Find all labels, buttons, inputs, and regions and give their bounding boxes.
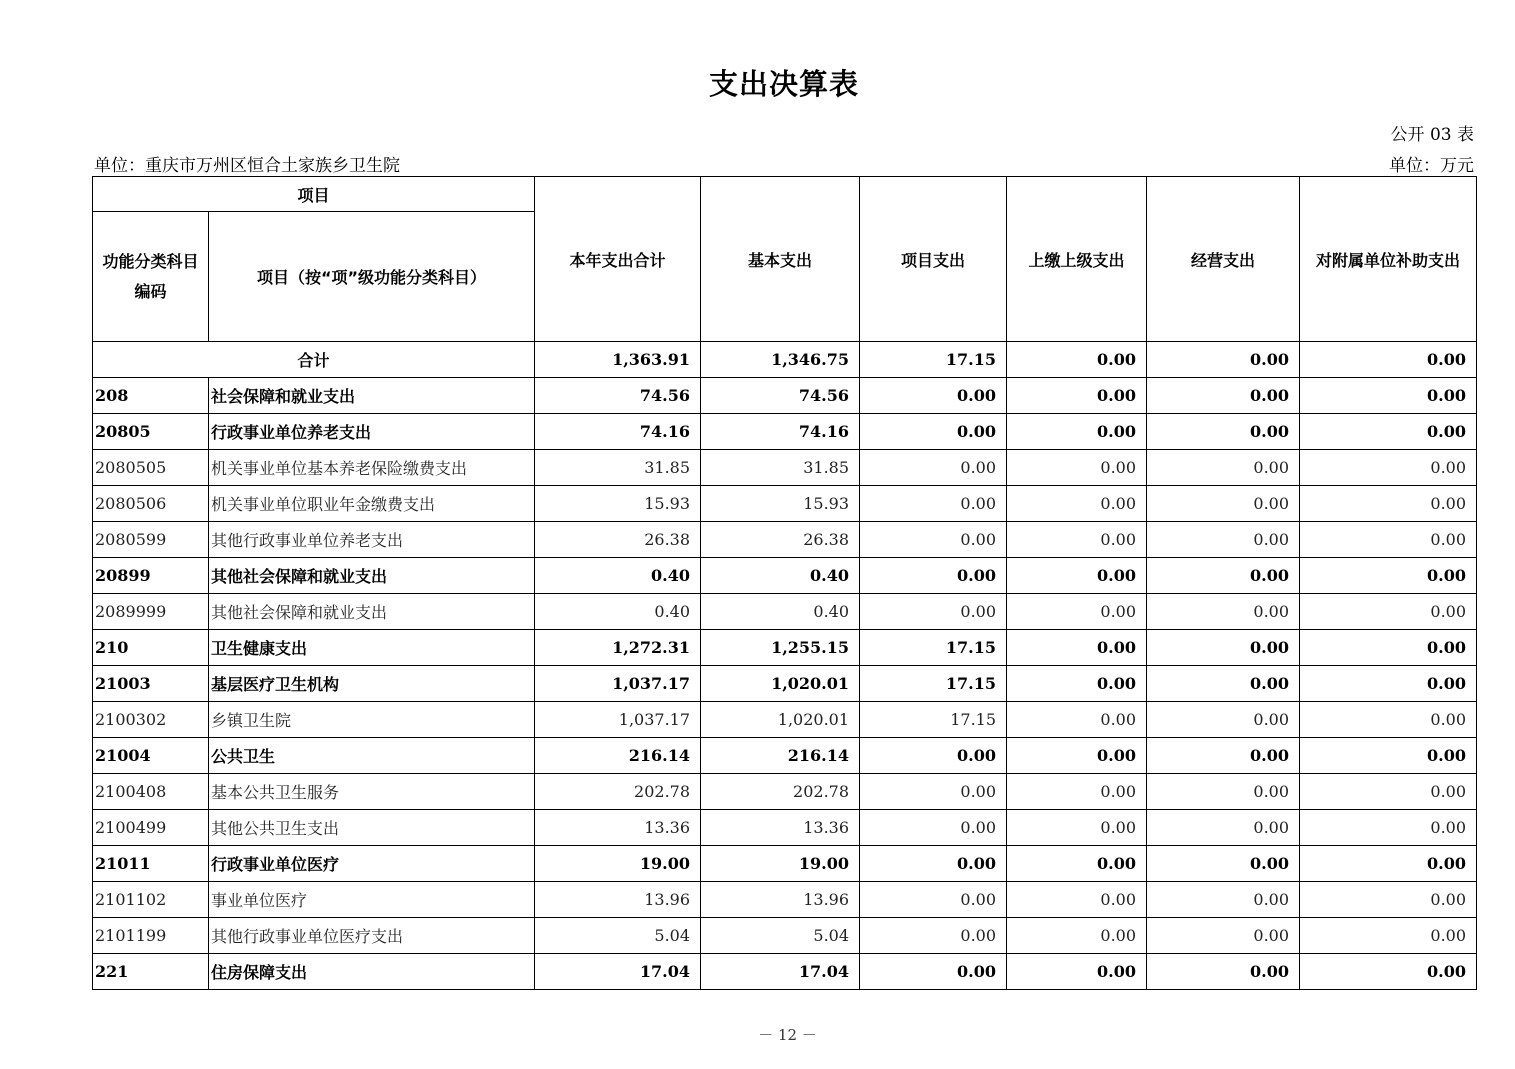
table-row xyxy=(93,558,1477,594)
row-value: 0.00 xyxy=(1007,378,1147,414)
table-row xyxy=(93,594,1477,630)
row-value: 17.15 xyxy=(860,702,1007,738)
row-value: 0.00 xyxy=(1007,486,1147,522)
row-code: 2100302 xyxy=(93,702,209,738)
header-subsidy: 对附属单位补助支出 xyxy=(1300,177,1477,342)
row-value: 0.00 xyxy=(1007,918,1147,954)
row-value: 0.00 xyxy=(1147,522,1300,558)
header-code: 功能分类科目编码 xyxy=(93,212,209,342)
row-code: 2080505 xyxy=(93,450,209,486)
row-value: 74.16 xyxy=(701,414,860,450)
row-name: 其他社会保障和就业支出 xyxy=(209,594,535,630)
row-value: 0.00 xyxy=(1147,594,1300,630)
row-code: 21004 xyxy=(93,738,209,774)
row-code: 2101102 xyxy=(93,882,209,918)
row-value: 5.04 xyxy=(535,918,701,954)
row-value: 1,255.15 xyxy=(701,630,860,666)
row-value: 0.00 xyxy=(1007,630,1147,666)
row-value: 74.16 xyxy=(535,414,701,450)
row-value: 0.00 xyxy=(1007,810,1147,846)
row-value: 0.00 xyxy=(1007,954,1147,990)
row-name: 乡镇卫生院 xyxy=(209,702,535,738)
row-value: 216.14 xyxy=(535,738,701,774)
total-value: 0.00 xyxy=(1147,342,1300,378)
row-code: 2100408 xyxy=(93,774,209,810)
row-value: 0.00 xyxy=(1300,378,1477,414)
row-name: 社会保障和就业支出 xyxy=(209,378,535,414)
row-value: 0.00 xyxy=(860,882,1007,918)
row-value: 0.00 xyxy=(1007,882,1147,918)
row-value: 0.00 xyxy=(860,738,1007,774)
row-value: 19.00 xyxy=(701,846,860,882)
row-value: 0.00 xyxy=(1147,666,1300,702)
row-value: 0.00 xyxy=(1300,954,1477,990)
row-value: 0.40 xyxy=(701,558,860,594)
row-code: 2080506 xyxy=(93,486,209,522)
row-name: 行政事业单位养老支出 xyxy=(209,414,535,450)
expenditure-table xyxy=(92,176,1477,990)
table-row xyxy=(93,414,1477,450)
header-project-expenditure: 项目支出 xyxy=(860,177,1007,342)
row-value: 0.00 xyxy=(1007,558,1147,594)
row-value: 13.96 xyxy=(535,882,701,918)
row-name: 基本公共卫生服务 xyxy=(209,774,535,810)
row-value: 0.00 xyxy=(860,450,1007,486)
row-value: 202.78 xyxy=(535,774,701,810)
table-row xyxy=(93,630,1477,666)
row-name: 基层医疗卫生机构 xyxy=(209,666,535,702)
total-label: 合计 xyxy=(93,342,535,378)
row-code: 2089999 xyxy=(93,594,209,630)
row-value: 13.36 xyxy=(535,810,701,846)
row-value: 0.00 xyxy=(1147,486,1300,522)
row-value: 13.36 xyxy=(701,810,860,846)
row-name: 卫生健康支出 xyxy=(209,630,535,666)
row-value: 0.00 xyxy=(860,846,1007,882)
row-value: 0.00 xyxy=(1300,414,1477,450)
row-value: 0.00 xyxy=(1007,522,1147,558)
row-name: 住房保障支出 xyxy=(209,954,535,990)
row-value: 0.00 xyxy=(860,954,1007,990)
row-value: 19.00 xyxy=(535,846,701,882)
row-value: 13.96 xyxy=(701,882,860,918)
row-name: 其他行政事业单位养老支出 xyxy=(209,522,535,558)
row-value: 0.40 xyxy=(701,594,860,630)
table-row xyxy=(93,810,1477,846)
table-row xyxy=(93,666,1477,702)
row-value: 0.00 xyxy=(1300,666,1477,702)
row-value: 74.56 xyxy=(535,378,701,414)
row-value: 202.78 xyxy=(701,774,860,810)
page-number: － 12 － xyxy=(758,1026,817,1044)
row-value: 1,037.17 xyxy=(535,702,701,738)
row-code: 20805 xyxy=(93,414,209,450)
total-value: 1,363.91 xyxy=(535,342,701,378)
row-value: 0.00 xyxy=(1147,954,1300,990)
total-value: 17.15 xyxy=(860,342,1007,378)
table-row xyxy=(93,882,1477,918)
row-value: 0.00 xyxy=(1147,630,1300,666)
row-value: 0.00 xyxy=(860,522,1007,558)
table-row xyxy=(93,522,1477,558)
row-value: 0.00 xyxy=(1147,774,1300,810)
table-row xyxy=(93,702,1477,738)
row-value: 0.00 xyxy=(1147,846,1300,882)
row-value: 26.38 xyxy=(701,522,860,558)
row-value: 0.00 xyxy=(1300,918,1477,954)
row-name: 其他公共卫生支出 xyxy=(209,810,535,846)
row-value: 0.00 xyxy=(1300,630,1477,666)
row-value: 17.04 xyxy=(535,954,701,990)
row-value: 0.00 xyxy=(1300,882,1477,918)
row-value: 0.00 xyxy=(1147,414,1300,450)
row-value: 0.00 xyxy=(1300,594,1477,630)
table-row xyxy=(93,450,1477,486)
row-value: 1,020.01 xyxy=(701,666,860,702)
row-code: 21011 xyxy=(93,846,209,882)
row-value: 0.00 xyxy=(1147,450,1300,486)
row-value: 0.00 xyxy=(1007,738,1147,774)
row-value: 0.00 xyxy=(860,414,1007,450)
row-name: 机关事业单位基本养老保险缴费支出 xyxy=(209,450,535,486)
row-value: 0.00 xyxy=(1007,594,1147,630)
row-value: 17.15 xyxy=(860,666,1007,702)
row-code: 210 xyxy=(93,630,209,666)
table-row xyxy=(93,774,1477,810)
row-value: 0.00 xyxy=(1147,378,1300,414)
row-value: 17.15 xyxy=(860,630,1007,666)
row-value: 0.00 xyxy=(1007,774,1147,810)
row-value: 0.00 xyxy=(1300,702,1477,738)
row-value: 0.00 xyxy=(1007,702,1147,738)
header-upper: 上缴上级支出 xyxy=(1007,177,1147,342)
total-row xyxy=(93,342,1477,378)
header-total: 本年支出合计 xyxy=(535,177,701,342)
row-name: 公共卫生 xyxy=(209,738,535,774)
row-value: 5.04 xyxy=(701,918,860,954)
row-value: 0.00 xyxy=(1300,450,1477,486)
table-row xyxy=(93,954,1477,990)
table-row xyxy=(93,486,1477,522)
row-value: 0.00 xyxy=(1007,450,1147,486)
row-value: 17.04 xyxy=(701,954,860,990)
row-code: 208 xyxy=(93,378,209,414)
row-value: 216.14 xyxy=(701,738,860,774)
row-value: 26.38 xyxy=(535,522,701,558)
row-value: 0.00 xyxy=(860,486,1007,522)
row-value: 0.00 xyxy=(860,918,1007,954)
row-value: 1,037.17 xyxy=(535,666,701,702)
row-value: 0.00 xyxy=(860,558,1007,594)
table-row xyxy=(93,738,1477,774)
row-code: 2100499 xyxy=(93,810,209,846)
page-title: 支出决算表 xyxy=(708,67,859,101)
row-value: 0.00 xyxy=(1147,738,1300,774)
row-value: 1,272.31 xyxy=(535,630,701,666)
unit-organization: 单位：重庆市万州区恒合土家族乡卫生院 xyxy=(94,156,400,176)
row-value: 0.00 xyxy=(1147,558,1300,594)
row-value: 0.00 xyxy=(1007,666,1147,702)
row-value: 15.93 xyxy=(701,486,860,522)
row-value: 0.00 xyxy=(1300,522,1477,558)
row-value: 31.85 xyxy=(535,450,701,486)
row-value: 31.85 xyxy=(701,450,860,486)
row-value: 0.00 xyxy=(860,774,1007,810)
row-name: 事业单位医疗 xyxy=(209,882,535,918)
row-name: 其他社会保障和就业支出 xyxy=(209,558,535,594)
table-row xyxy=(93,846,1477,882)
unit-currency: 单位：万元 xyxy=(1389,156,1474,176)
row-name: 机关事业单位职业年金缴费支出 xyxy=(209,486,535,522)
table-row xyxy=(93,378,1477,414)
row-value: 0.40 xyxy=(535,558,701,594)
row-value: 15.93 xyxy=(535,486,701,522)
form-number: 公开 03 表 xyxy=(1390,125,1474,145)
total-value: 1,346.75 xyxy=(701,342,860,378)
row-value: 0.00 xyxy=(860,594,1007,630)
row-value: 0.00 xyxy=(1147,702,1300,738)
row-value: 0.00 xyxy=(860,810,1007,846)
row-code: 2080599 xyxy=(93,522,209,558)
total-value: 0.00 xyxy=(1300,342,1477,378)
row-value: 0.00 xyxy=(1300,558,1477,594)
header-project: 项目 xyxy=(93,177,535,212)
row-value: 0.00 xyxy=(1300,486,1477,522)
row-value: 0.00 xyxy=(1300,738,1477,774)
row-name: 其他行政事业单位医疗支出 xyxy=(209,918,535,954)
row-name: 行政事业单位医疗 xyxy=(209,846,535,882)
total-value: 0.00 xyxy=(1007,342,1147,378)
row-value: 0.40 xyxy=(535,594,701,630)
row-code: 2101199 xyxy=(93,918,209,954)
row-value: 0.00 xyxy=(1147,918,1300,954)
row-value: 0.00 xyxy=(1300,846,1477,882)
row-value: 0.00 xyxy=(1007,414,1147,450)
row-code: 221 xyxy=(93,954,209,990)
row-value: 74.56 xyxy=(701,378,860,414)
row-code: 20899 xyxy=(93,558,209,594)
row-value: 0.00 xyxy=(860,378,1007,414)
row-value: 0.00 xyxy=(1007,846,1147,882)
row-value: 0.00 xyxy=(1300,774,1477,810)
header-basic: 基本支出 xyxy=(701,177,860,342)
row-code: 21003 xyxy=(93,666,209,702)
row-value: 0.00 xyxy=(1147,810,1300,846)
row-value: 0.00 xyxy=(1147,882,1300,918)
header-operating: 经营支出 xyxy=(1147,177,1300,342)
row-value: 1,020.01 xyxy=(701,702,860,738)
row-value: 0.00 xyxy=(1300,810,1477,846)
table-row xyxy=(93,918,1477,954)
header-name: 项目（按“项”级功能分类科目） xyxy=(209,212,535,342)
